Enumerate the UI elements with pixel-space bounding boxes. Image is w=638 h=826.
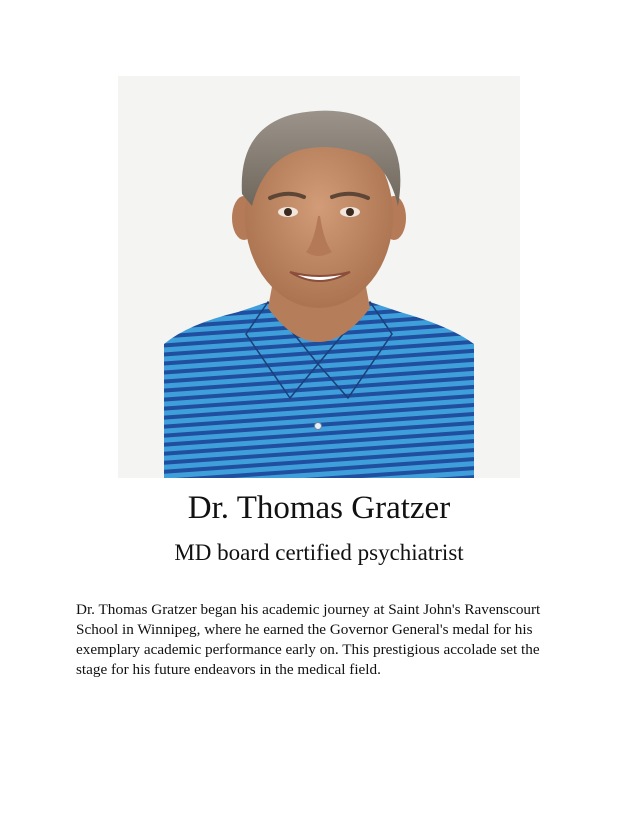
portrait-photo: [118, 76, 520, 478]
credential-subtitle: MD board certified psychiatrist: [174, 540, 464, 565]
bio-paragraph: Dr. Thomas Gratzer began his academic journey at Saint John's Ravenscourt School in Winnipeg, where he earned the Governor General's medal for his exemplary academic performance early on. This prestigious accolade set the stage for his future endeavors in the medical field.: [76, 601, 541, 678]
page-title: Dr. Thomas Gratzer: [187, 490, 451, 526]
